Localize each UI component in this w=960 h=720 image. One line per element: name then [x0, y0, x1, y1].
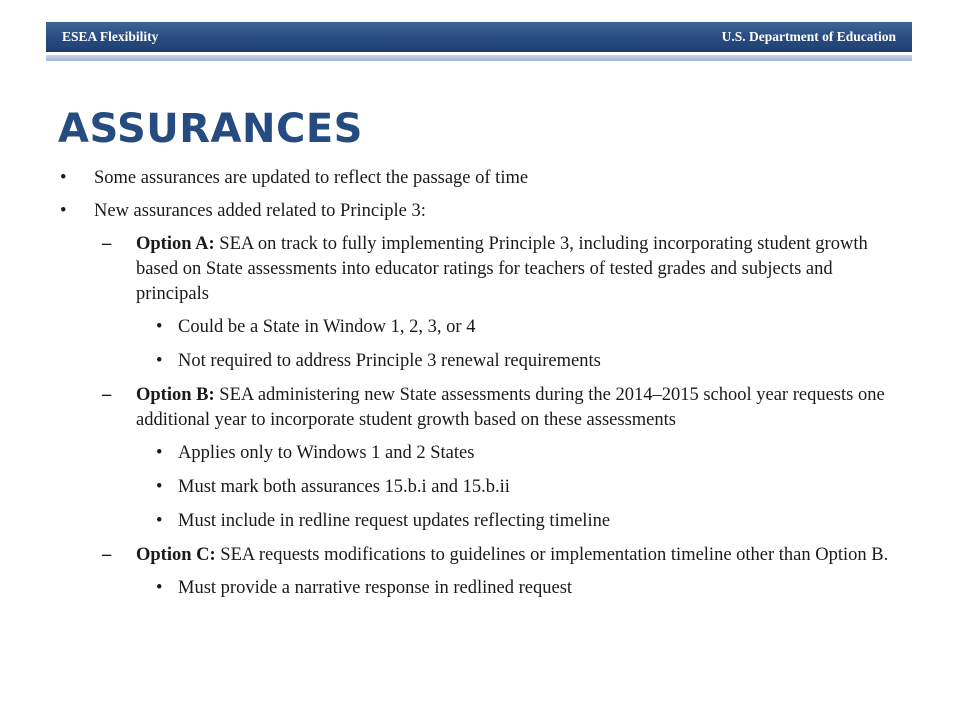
- option-c-label: Option C:: [136, 545, 216, 565]
- bullet-marker: •: [156, 317, 163, 337]
- option-a-label: Option A:: [136, 234, 215, 254]
- sub-bullet-text: Not required to address Principle 3 renewal requirements: [178, 351, 601, 371]
- sub-bullet-text: Could be a State in Window 1, 2, 3, or 4: [178, 317, 476, 337]
- option-a-text: SEA on track to fully implementing Principle 3, including incorporating student growth based on State assessments into educator ratings for teachers of tested grades and subjects and principals: [136, 234, 868, 304]
- option-b-item: [58, 383, 908, 433]
- bullet-item: [58, 166, 908, 191]
- option-c-text: SEA requests modifications to guidelines or implementation timeline other than Option B.: [215, 545, 889, 565]
- dash-marker: –: [102, 385, 112, 405]
- slide-header-bar: [46, 22, 912, 52]
- slide-body: [58, 166, 908, 610]
- sub-bullet-item: [58, 475, 908, 500]
- dash-marker: –: [102, 545, 112, 565]
- bullet-marker: •: [156, 511, 163, 531]
- slide-title: ASSURANCES: [58, 106, 363, 152]
- option-b-text: SEA administering new State assessments during the 2014–2015 school year requests one additional year to incorporate student growth based on these assessments: [136, 385, 885, 430]
- bullet-marker: •: [156, 351, 163, 371]
- sub-bullet-text: Applies only to Windows 1 and 2 States: [178, 443, 475, 463]
- option-b-label: Option B:: [136, 385, 215, 405]
- sub-bullet-item: [58, 576, 908, 601]
- dash-marker: –: [102, 234, 112, 254]
- option-a-item: [58, 232, 908, 307]
- bullet-marker: •: [156, 443, 163, 463]
- bullet-marker: •: [156, 477, 163, 497]
- sub-bullet-text: Must include in redline request updates reflecting timeline: [178, 511, 611, 531]
- sub-bullet-item: [58, 509, 908, 534]
- bullet-marker: •: [60, 201, 67, 221]
- sub-bullet-item: [58, 315, 908, 340]
- header-left-text: ESEA Flexibility: [62, 29, 159, 44]
- bullet-item: [58, 199, 908, 224]
- sub-bullet-item: [58, 349, 908, 374]
- bullet-marker: •: [156, 578, 163, 598]
- option-c-item: [58, 543, 908, 568]
- header-divider: [46, 55, 912, 61]
- bullet-text: Some assurances are updated to reflect the passage of time: [94, 168, 529, 188]
- sub-bullet-text: Must provide a narrative response in redlined request: [178, 578, 573, 598]
- bullet-text: New assurances added related to Principle 3:: [94, 201, 426, 221]
- header-right-text: U.S. Department of Education: [721, 29, 896, 44]
- bullet-marker: •: [60, 168, 67, 188]
- sub-bullet-text: Must mark both assurances 15.b.i and 15.b.ii: [178, 477, 510, 497]
- sub-bullet-item: [58, 441, 908, 466]
